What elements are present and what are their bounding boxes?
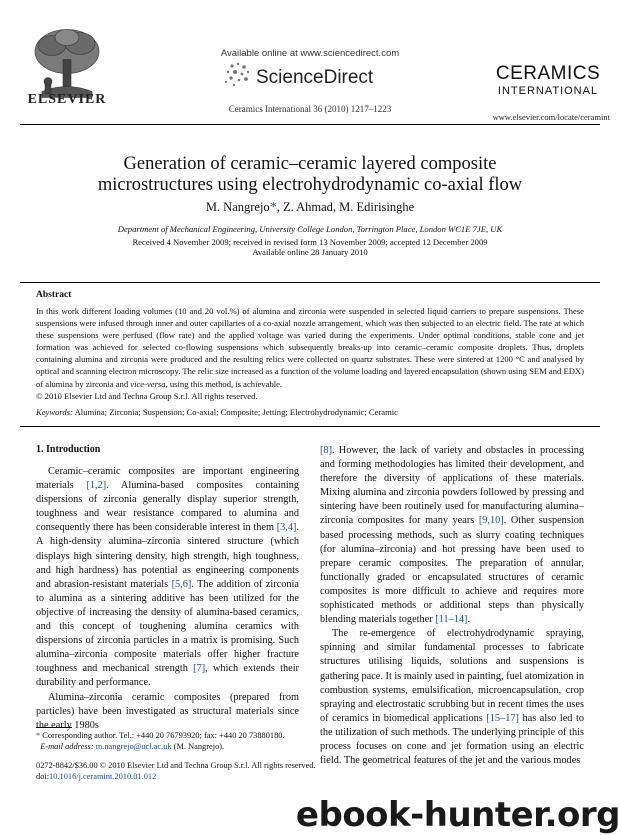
available-online-note: Available online at www.sciencedirect.com — [220, 48, 400, 59]
section-heading-introduction: 1. Introduction — [36, 444, 101, 455]
sciencedirect-wordmark: ScienceDirect — [256, 67, 374, 88]
footnote-mark: * — [36, 731, 41, 740]
journal-logo-title: CERAMICS — [495, 63, 601, 84]
citation-link[interactable]: [15–17] — [486, 712, 519, 724]
keywords-line — [36, 407, 584, 417]
citation-link[interactable]: [1,2] — [86, 480, 107, 492]
paragraph-continued — [320, 444, 584, 627]
abstract-text — [36, 305, 584, 402]
citation-link[interactable]: [5,6] — [171, 578, 192, 590]
publisher-name: ELSEVIER — [27, 92, 107, 107]
journal-url-link[interactable]: www.elsevier.com/locate/ceramint — [492, 112, 610, 122]
abstract-heading: Abstract — [36, 290, 72, 300]
online-date: Available online 28 January 2010 — [252, 247, 368, 257]
abstract-bottom-rule — [20, 426, 600, 427]
article-title — [40, 154, 580, 196]
paragraph — [320, 627, 584, 768]
corresponding-author-link[interactable]: * — [269, 200, 277, 215]
doi-label: doi: — [36, 772, 50, 781]
abstract-body-end: , using this method, is achievable. — [165, 378, 283, 389]
footnote-rule — [36, 727, 72, 728]
article-title-line-1: Generation of ceramic–ceramic layered composite — [123, 154, 497, 174]
paragraph — [36, 691, 299, 731]
paragraph-text: . However, the lack of variety and obstacles in processing and forming methodologies has limited their development, and therefore the diversity of applications of these materials. Mixing alumina and zirconia powders followed by pressing and sintering have been routinely used for manufacturing alumina–zirconia composites for many years — [320, 445, 584, 527]
issn-copyright — [36, 760, 336, 782]
header-rule — [20, 124, 600, 125]
paragraph-text: , which extends their durability and performance. — [36, 663, 299, 689]
paragraph-text: . Other suspension based processing methods, such as slurry coating techniques (for alumina–zirconia) and hot pressing have been used to prepare ceramic composites. The preparation of annular, functionally graded or encapsulated structures of ceramic composites is more difficult to achieve and requires more sophisticated methods or additional steps than physically blending materials together — [320, 515, 584, 626]
article-title-line-2: microstructures using electrohydrodynamic co-axial flow — [97, 175, 523, 195]
keywords-label: Keywords: — [36, 407, 73, 417]
paragraph-text: Ceramic–ceramic composites are important engineering materials — [36, 466, 299, 492]
paragraph — [36, 465, 299, 691]
corresponding-author-footnote — [36, 730, 306, 752]
abstract-top-rule — [20, 282, 600, 283]
citation-link[interactable]: [8] — [320, 445, 333, 456]
citation-link[interactable]: [11–14] — [435, 614, 468, 626]
paragraph-text: . Alumina-based composites containing dispersions of zirconia generally display superior strength, toughness and wear resistance compared to alumina and consequently there has been considerable interest in them — [36, 480, 299, 534]
co-authors: , Z. Ahmad, M. Edirisinghe — [276, 200, 415, 214]
issn-line: 0272-8842/$36.00 © 2010 Elsevier Ltd and Techna Group S.r.l. All rights reserved. — [36, 761, 316, 770]
citation-link[interactable]: [3,4] — [276, 522, 297, 534]
paragraph-text: Alumina–zirconia ceramic composites (prepared from particles) have been investigated as structural materials since the early 1980s — [36, 691, 299, 731]
watermark: ebook-hunter.org — [295, 795, 620, 835]
sciencedirect-logo — [220, 60, 420, 92]
journal-logo-subtitle: INTERNATIONAL — [497, 85, 599, 97]
doi-link[interactable]: 10.1016/j.ceramint.2010.01.012 — [49, 772, 157, 781]
email-suffix: (M. Nangrejo). — [171, 742, 225, 751]
email-link[interactable]: m.nangrejo@ucl.ac.uk — [95, 742, 172, 751]
paragraph-text: The re-emergence of electrohydrodynamic spraying, spinning and similar fundamental processes to fabricate structures utilising liquids, solutions and suspensions is gathering pace. It is mainly used in painting, fuel atomization in combustion systems, emulsification, microencapsulation, crop spraying and electrostatic scrubbing but in recent times the uses of ceramics in biomedical applications — [320, 628, 584, 724]
paragraph-text: has also led to the utilization of such methods. The underlying principle of this process focuses on cone and jet formation using an electric field. The geometrical features of the jet and the various modes — [320, 712, 584, 767]
abstract-body: In this work different loading volumes (10 and 20 vol.%) of alumina and zirconia were suspended in selected liquid carriers to prepare suspensions. These suspensions were infused through inner and outer capillaries of a co-axial nozzle arrangement, which was then subjected to an electric field. The rate at which these suspensions were perfused (flow rate) and the applied voltage was varied during the experiments. Under optimal conditions, stable cone and jet formation was achieved for selected co-flowing suspensions which subsequently breaks-up into ceramic–ceramic composite droplets. Thus, droplets containing alumina and zirconia were produced and the resulting relics were collected on quartz substrates. These were sintered at 1200 °C and analysed by optical and scanning electron microscopy. The relic size increased as a function of the volume loading and layered encapsulation (shown using SEM and EDX) of alumina by zirconia and — [36, 306, 584, 389]
body-column-right — [320, 444, 584, 768]
received-dates: Received 4 November 2009; received in revised form 13 November 2009; accepted 12 December 2009 — [132, 237, 488, 247]
paragraph-text: . The addition of zirconia to alumina as a sintering additive has been utilized for the objective of increasing the density of alumina-based ceramics, and this concept of toughening alumina ceramics with dispersions of zirconia particles in a matrix is promising. Such alumina–zirconia composite materials offer higher fracture toughness and mechanical strength — [36, 578, 299, 675]
footnote-contact: Corresponding author. Tel.: +440 20 76793920; fax: +440 20 73880180. — [40, 731, 285, 740]
keywords-list: Alumina; Zirconia; Suspension; Co-axial; Composite; Jetting; Electrohydrodynamic; Ceramic — [72, 407, 398, 417]
body-column-left — [36, 465, 299, 731]
citation-link[interactable]: [9,10] — [478, 515, 504, 527]
journal-reference: Ceramics International 36 (2010) 1217–1223 — [228, 104, 392, 114]
paragraph-text: . — [467, 614, 471, 626]
email-label: E-mail address: — [40, 742, 94, 751]
author-list — [40, 200, 580, 216]
citation-link[interactable]: [7] — [193, 663, 206, 675]
paragraph-text: . A high-density alumina–zirconia sintered structure (which displays high sintering density, high strength, high toughness, and high hardness) has potential as engineering components and abrasion-resistant materials — [36, 522, 299, 590]
author-name: M. Nangrejo — [205, 200, 270, 214]
abstract-italic-term: vice-versa — [130, 378, 166, 389]
abstract-copyright: © 2010 Elsevier Ltd and Techna Group S.r.l. All rights reserved. — [36, 390, 258, 401]
author-affiliation: Department of Mechanical Engineering, University College London, Torrington Place, London WC1E 7JE, UK — [117, 224, 503, 234]
